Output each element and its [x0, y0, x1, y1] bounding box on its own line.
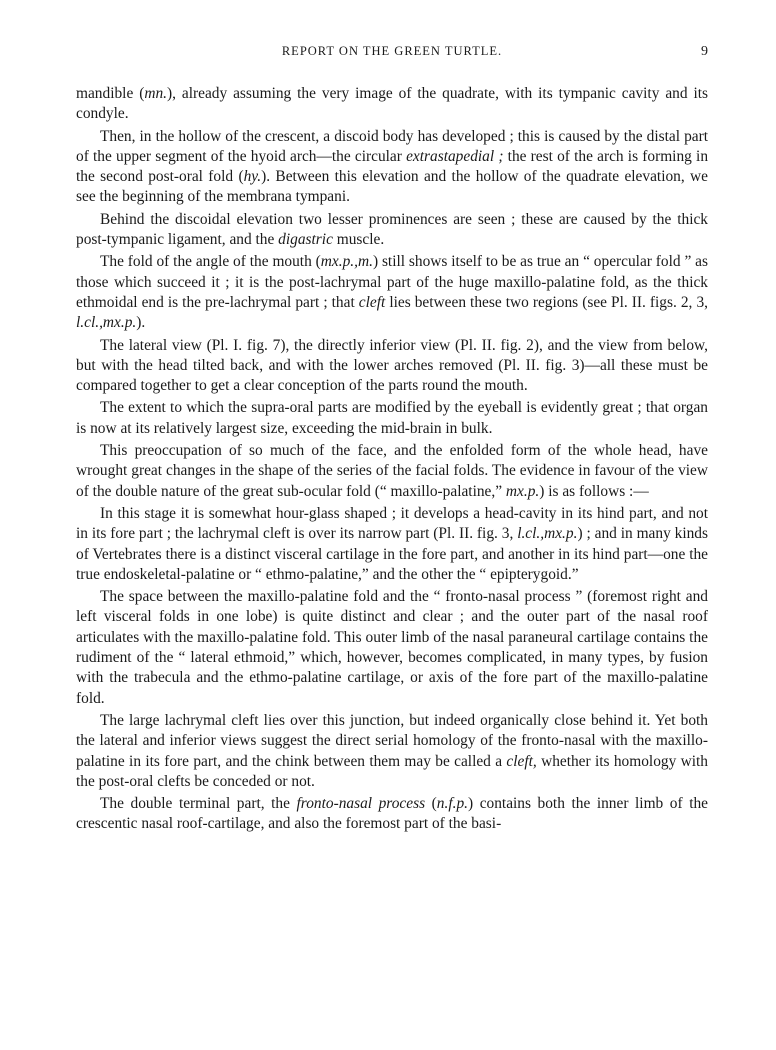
running-head: [76, 44, 708, 66]
italic-run: extrastapedial ;: [406, 147, 504, 165]
text-run: The lateral view (Pl. I. fig. 7), the directly inferior view (Pl. II. fig. 2), and the view from below, but with the head tilted back, and with the lower arches removed (Pl. II. fig. 3)—all these must be compared together to get a clear conception of the parts round the mouth.: [76, 336, 708, 395]
italic-run: l.cl.,mx.p.: [76, 314, 137, 332]
paragraph: [76, 84, 708, 125]
paragraph: [76, 398, 708, 439]
document-page: [76, 44, 708, 837]
text-run: mandible (: [76, 85, 145, 102]
text-run: The extent to which the supra-oral parts are modified by the eyeball is evidently great ; that organ is now at its relatively largest size, exceeding the mid-brain in bulk.: [76, 399, 708, 437]
text-run: In this stage it is somewhat hour-glass shaped ; it develops a head-cavity in its hind part, and not in its fore part ; the lachrymal cleft is over its narrow part (Pl. II. fig. 3,: [76, 504, 708, 543]
paragraph: [76, 252, 708, 333]
italic-run: mx.p.: [505, 482, 540, 500]
text-run: The fold of the angle of the mouth (: [100, 253, 321, 271]
paragraph: [76, 711, 708, 792]
text-run: ) contains both the inner limb of the crescentic nasal roof-cartilage, and also the foremost part of the basi-: [76, 795, 709, 833]
text-run: The double terminal part, the: [100, 795, 297, 813]
text-run: ) still shows itself to be as true an “ opercular fold ” as those which succeed it ; it is the post-lachrymal part of the huge maxillo-palatine fold, as the thick ethmoidal end is the pre-lachrymal part ; that: [76, 253, 708, 311]
paragraph: [76, 441, 708, 502]
text-run: Then, in the hollow of the crescent, a discoid body has developed ; this is caused by the distal part of the upper segment of the hyoid arch—the circular: [76, 127, 708, 165]
page-number: 9: [701, 44, 708, 59]
paragraph: [76, 127, 708, 208]
text-run: ) is as follows :—: [539, 482, 649, 500]
running-title: REPORT ON THE GREEN TURTLE.: [281, 44, 503, 58]
text-run: whether its homology with the post-oral clefts be conceded or not.: [76, 752, 708, 790]
text-run: The space between the maxillo-palatine fold and the “ fronto-nasal process ” (foremost right and left visceral folds in one lobe) is quite distinct and clear ; and the outer part of the nasal roof articulates with the maxillo-palatine fold. This outer limb of the nasal paraneural cartilage contains the rudiment of the “ lateral ethmoid,” which, however, becomes complicated, in many types, by fusion with the trabecula and the ethmo-palatine cartilage, or axis of the fore part of the maxillo-palatine fold.: [76, 588, 708, 707]
paragraph: [76, 587, 708, 709]
paragraph: [76, 210, 708, 251]
paragraph: [76, 336, 708, 397]
text-run: lies between these two regions (see Pl. II. figs. 2, 3,: [385, 293, 708, 311]
text-run: ). Between this elevation and the hollow of the quadrate elevation, we see the beginning of the membrana tympani.: [76, 168, 708, 206]
text-run: The large lachrymal cleft lies over this junction, but indeed organically close behind it. Yet both the lateral and inferior views suggest the direct serial homology of the fronto-nasal with the maxillo-palatine in its fore part, and the chink between them may be called a: [76, 711, 708, 770]
text-run: ), already assuming the very image of the quadrate, with its tympanic cavity and its condyle.: [76, 85, 708, 123]
italic-run: fronto-nasal process: [296, 795, 426, 813]
italic-run: mn.: [144, 85, 167, 102]
text-run: Behind the discoidal elevation two lesser prominences are seen ; these are caused by the thick post-tympanic ligament, and the: [76, 210, 708, 249]
italic-run: l.cl.,mx.p.: [517, 525, 578, 543]
text-run: muscle.: [332, 231, 385, 249]
italic-run: cleft,: [506, 752, 537, 770]
text-run: ).: [136, 314, 146, 332]
paragraph: [76, 794, 708, 835]
italic-run: cleft: [358, 293, 386, 311]
text-run: the rest of the arch is forming in the second post-oral fold (: [76, 147, 709, 186]
text-run: (: [425, 795, 437, 813]
italic-run: n.f.p.: [436, 795, 468, 813]
italic-run: hy.: [243, 168, 262, 186]
italic-run: mx.p.,m.: [320, 253, 373, 271]
text-run: ) ; and in many kinds of Vertebrates there is a distinct visceral cartilage in the fore part, and another in its hind part—one the true endoskeletal-palatine or “ ethmo-palatine,” and the other the “ epipterygoid.”: [76, 525, 708, 583]
italic-run: digastric: [278, 231, 333, 249]
text-run: This preoccupation of so much of the face, and the enfolded form of the whole head, have wrought great changes in the shape of the series of the facial folds. The evidence in favour of the view of the double nature of the great sub-ocular fold (“ maxillo-palatine,”: [76, 442, 708, 500]
paragraph: [76, 504, 708, 585]
body-text: [76, 84, 708, 835]
